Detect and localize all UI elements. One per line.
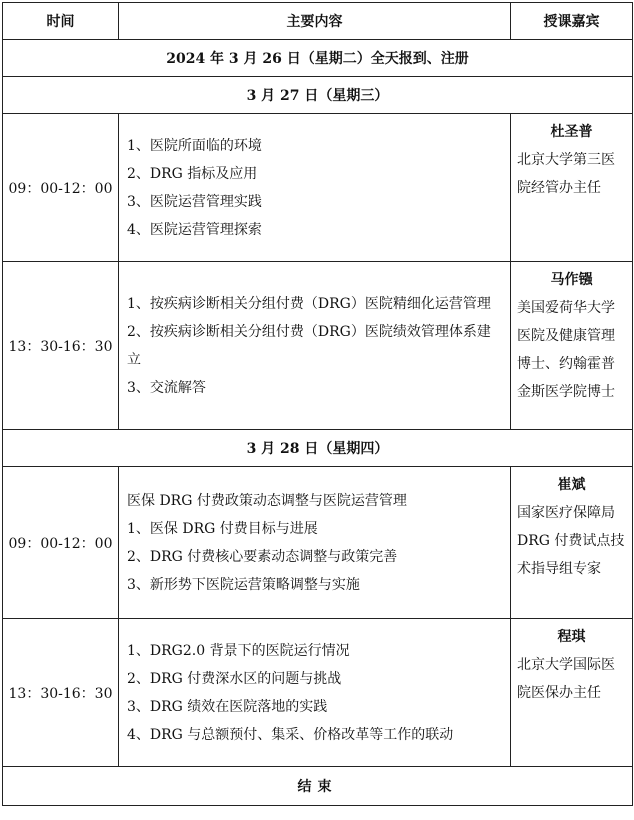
day2-date: 3 月 28 日（星期四） — [3, 430, 633, 467]
session-row — [3, 467, 633, 619]
session-content — [119, 467, 511, 619]
header-content: 主要内容 — [119, 3, 511, 40]
header-teacher: 授课嘉宾 — [511, 3, 633, 40]
content-line: 3、新形势下医院运营策略调整与实施 — [127, 576, 360, 593]
header-time: 时间 — [3, 3, 119, 40]
teacher-name: 程琪 — [557, 629, 586, 645]
session-row — [3, 619, 633, 767]
session-time: 13：30-16：30 — [3, 619, 119, 767]
date-row-day1 — [3, 77, 633, 114]
teacher-name: 崔斌 — [557, 477, 586, 493]
teacher-title: 北京大学第三医院经管办主任 — [517, 152, 615, 196]
content-line: 2、按疾病诊断相关分组付费（DRG）医院绩效管理体系建立 — [127, 323, 491, 368]
teacher-title: 美国爱荷华大学医院及健康管理博士、约翰霍普金斯医学院博士 — [517, 300, 615, 400]
header-row — [3, 3, 633, 40]
session-teacher — [511, 619, 633, 767]
session-content — [119, 619, 511, 767]
content-line: 1、医保 DRG 付费目标与进展 — [127, 520, 318, 537]
content-line: 3、DRG 绩效在医院落地的实践 — [127, 698, 328, 715]
session-content — [119, 262, 511, 430]
teacher-title: 北京大学国际医院医保办主任 — [517, 657, 615, 701]
content-line: 4、医院运营管理探索 — [127, 221, 262, 238]
end-row — [3, 767, 633, 806]
day1-date: 3 月 27 日（星期三） — [3, 77, 633, 114]
content-line: 1、DRG2.0 背景下的医院运行情况 — [127, 642, 350, 659]
session-row — [3, 114, 633, 262]
teacher-name: 马作镪 — [550, 272, 593, 288]
content-line: 1、医院所面临的环境 — [127, 137, 262, 154]
session-content — [119, 114, 511, 262]
session-time: 13：30-16：30 — [3, 262, 119, 430]
content-line: 2、DRG 付费核心要素动态调整与政策完善 — [127, 548, 398, 565]
end-label: 结束 — [3, 767, 633, 806]
content-line: 2、DRG 付费深水区的问题与挑战 — [127, 670, 342, 687]
content-line: 4、DRG 与总额预付、集采、价格改革等工作的联动 — [127, 726, 454, 743]
session-time: 09：00-12：00 — [3, 467, 119, 619]
content-line: 2、DRG 指标及应用 — [127, 165, 258, 182]
registration-date: 2024 年 3 月 26 日（星期二）全天报到、注册 — [3, 40, 633, 77]
teacher-name: 杜圣普 — [550, 124, 593, 140]
content-line: 3、交流解答 — [127, 379, 206, 396]
session-row — [3, 262, 633, 430]
session-teacher — [511, 467, 633, 619]
session-teacher — [511, 262, 633, 430]
content-line: 1、按疾病诊断相关分组付费（DRG）医院精细化运营管理 — [127, 295, 491, 312]
content-line: 医保 DRG 付费政策动态调整与医院运营管理 — [127, 492, 407, 509]
date-row-day2 — [3, 430, 633, 467]
teacher-title: 国家医疗保障局 DRG 付费试点技术指导组专家 — [517, 505, 625, 577]
session-teacher — [511, 114, 633, 262]
session-time: 09：00-12：00 — [3, 114, 119, 262]
content-line: 3、医院运营管理实践 — [127, 193, 262, 210]
schedule-table — [2, 2, 633, 806]
date-row-registration — [3, 40, 633, 77]
